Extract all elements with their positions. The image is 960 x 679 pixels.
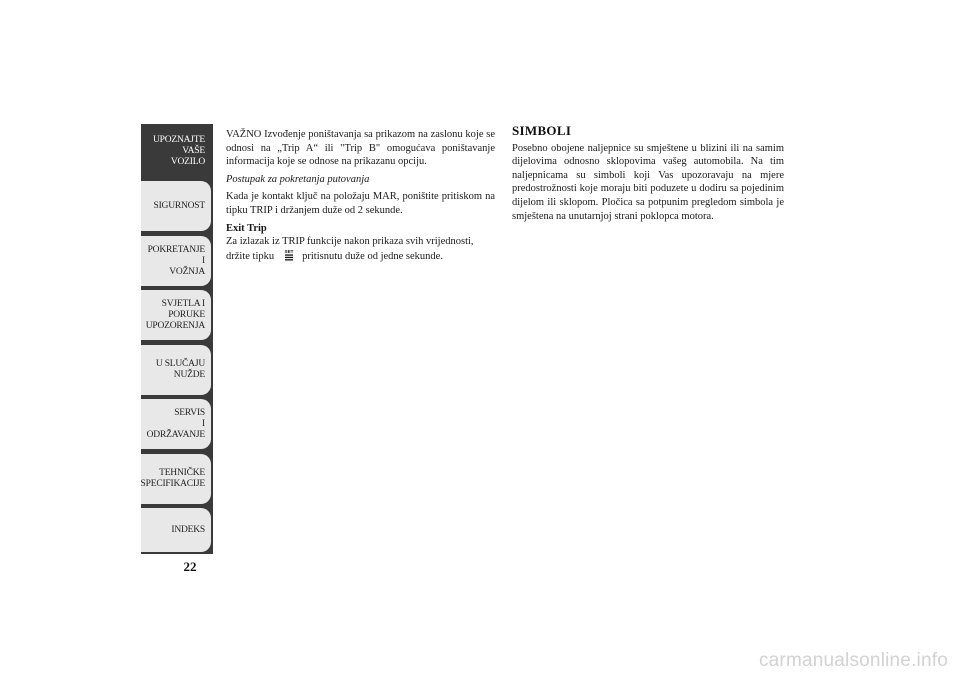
exit-trip-heading: Exit Trip bbox=[226, 222, 267, 234]
chapter-tab-label-line: VAŠE bbox=[182, 145, 205, 156]
important-note: VAŽNO Izvođenje poništavanja sa prikazom na zaslonu koje se odnosi na „Trip A“ ili "Trip B" omogućava poništavanje informacija koje se odnose na prikazanu opciju. bbox=[226, 129, 495, 168]
section-title: SIMBOLI bbox=[512, 123, 572, 138]
left-column bbox=[226, 128, 495, 263]
set-button-icon bbox=[282, 249, 296, 261]
chapter-tab-label-line: TEHNIČKE bbox=[159, 468, 205, 478]
chapter-tab-label-line: VOZILO bbox=[170, 156, 205, 167]
chapter-tab-label-line: POKRETANJE bbox=[147, 244, 205, 255]
chapter-sidebar bbox=[141, 124, 213, 554]
right-column bbox=[512, 124, 784, 223]
chapter-tab-label-line: UPOZORENJA bbox=[145, 320, 205, 331]
chapter-tab-label-line: SPECIFIKACIJE bbox=[140, 479, 205, 489]
reset-instruction: Kada je kontakt ključ na položaju MAR, poništite pritiskom na tipku TRIP i držanjem duže od 2 sekunde. bbox=[226, 191, 495, 216]
chapter-tab-3[interactable] bbox=[141, 236, 211, 286]
chapter-tab-5[interactable] bbox=[141, 345, 211, 395]
watermark: carmanualsonline.info bbox=[758, 650, 948, 671]
chapter-tab-4[interactable] bbox=[141, 290, 211, 340]
exit-trip-instruction bbox=[226, 235, 495, 263]
chapter-tab-label-line: NUŽDE bbox=[173, 370, 205, 380]
chapter-tab-label-line: SVJETLA I bbox=[161, 298, 205, 309]
chapter-tab-6[interactable] bbox=[141, 399, 211, 449]
chapter-tab-8[interactable] bbox=[141, 508, 211, 552]
chapter-tab-label-line: VOŽNJA bbox=[169, 266, 205, 277]
chapter-tab-label-line: PORUKE bbox=[168, 309, 205, 320]
chapter-tab-label-line: I bbox=[202, 418, 205, 429]
chapter-tab-1[interactable] bbox=[141, 126, 211, 176]
chapter-tab-label-line: ODRŽAVANJE bbox=[146, 429, 205, 440]
chapter-tab-label-line: INDEKS bbox=[171, 524, 205, 535]
exit-trip-text-after: pritisnutu duže od jedne sekunde. bbox=[302, 250, 443, 262]
chapter-tab-2[interactable] bbox=[141, 181, 211, 231]
chapter-tab-7[interactable] bbox=[141, 454, 211, 504]
chapter-tab-label-line: SERVIS bbox=[174, 407, 205, 418]
exit-trip-text-before: Za izlazak iz TRIP funkcije nakon prikaza svih vrijednosti, držite tipku bbox=[226, 236, 474, 262]
symbols-paragraph: Posebno obojene naljepnice su smještene u blizini ili na samim dijelovima odnosno sklopovima vašeg automobila. Na tim naljepnicama su simboli koji Vas upozoravaju na mjere predostrožnosti koje moraju biti poduzete u dodiru sa pojedinim dijelom ili sklopom. Pločica sa potpunim pregledom simbola je smještena na unutarnjoj strani poklopca motora. bbox=[512, 142, 784, 222]
page-number: 22 bbox=[183, 559, 197, 574]
procedure-heading: Postupak za pokretanja putovanja bbox=[226, 173, 370, 185]
chapter-tab-label-line: SIGURNOST bbox=[153, 200, 205, 211]
chapter-tab-label-line: I bbox=[202, 255, 205, 266]
chapter-tab-label-line: UPOZNAJTE bbox=[152, 134, 205, 145]
chapter-tab-label-line: U SLUČAJU bbox=[155, 359, 205, 369]
set-icon-label: SET bbox=[284, 248, 294, 254]
